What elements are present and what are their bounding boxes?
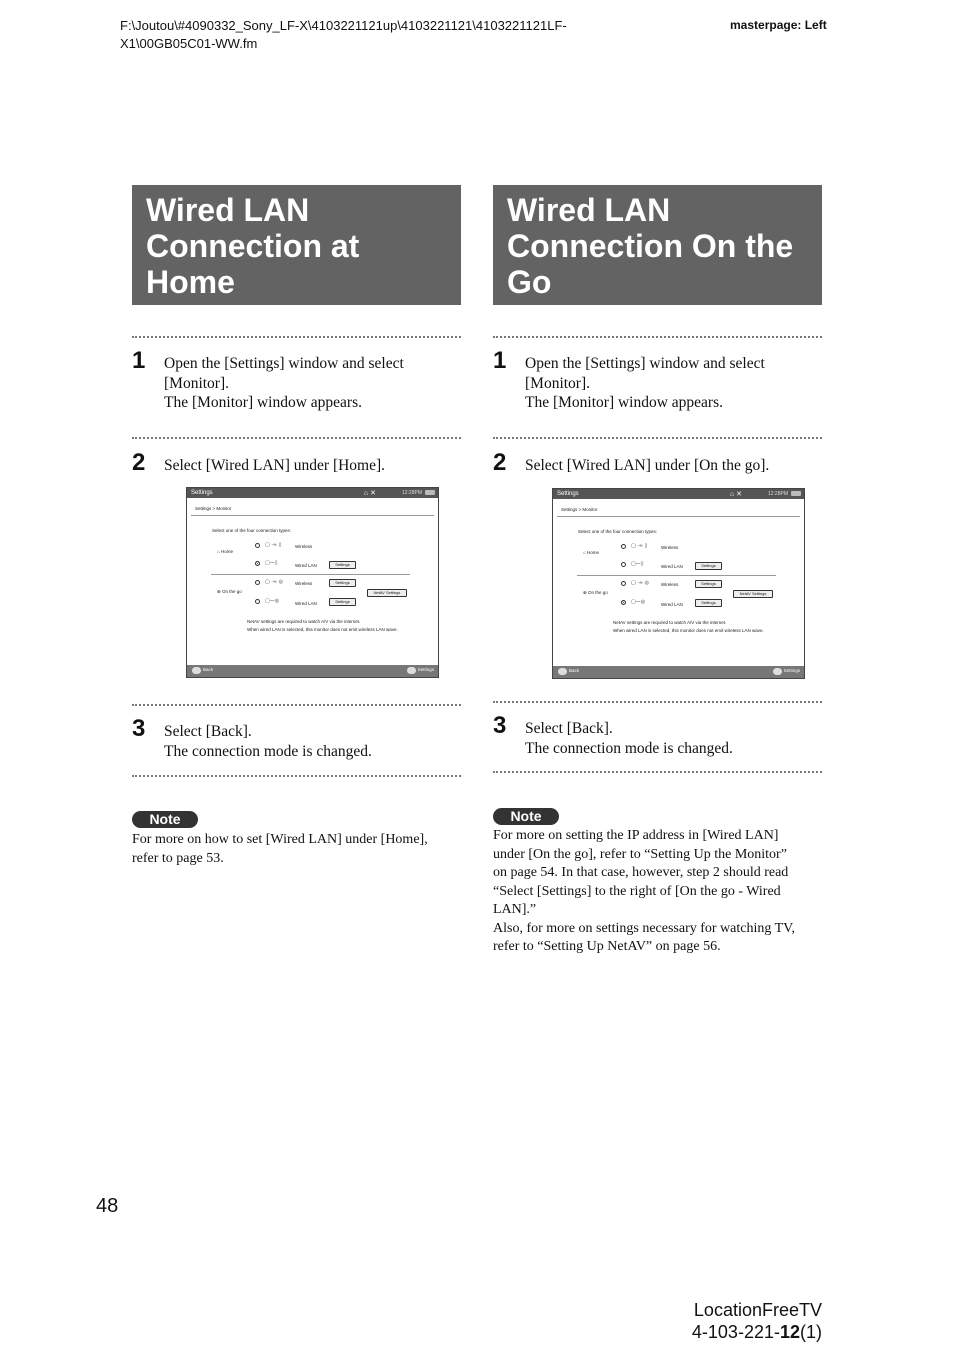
- wireless-devices-icon: ▢ ·≈ ◎: [631, 580, 650, 586]
- divider: [493, 336, 822, 338]
- divider: [132, 336, 461, 338]
- step-line: Open the [Settings] window and select: [525, 355, 765, 372]
- wireless-label: Wireless: [661, 545, 679, 550]
- step-number: 3: [132, 715, 146, 742]
- wireless-label: Wireless: [295, 581, 313, 586]
- step-number: 2: [132, 449, 146, 476]
- product-name: LocationFreeTV: [693, 1300, 822, 1320]
- settings-footer-button[interactable]: Settings: [783, 668, 800, 673]
- wireless-devices-icon: ▢ ·≈ ▯: [631, 543, 648, 549]
- wired-devices-icon: ▢—▯: [265, 560, 278, 566]
- page-number: 48: [96, 1195, 119, 1217]
- file-path: [120, 17, 640, 53]
- step-text: Select [Wired LAN] under [Home].: [164, 457, 386, 474]
- home-icon: ⌂: [363, 490, 368, 497]
- step-number: 3: [493, 712, 507, 739]
- wired-label: Wired LAN: [661, 564, 683, 569]
- step-line: The connection mode is changed.: [525, 739, 733, 757]
- note-line: For more on how to set [Wired LAN] under [Home],: [132, 832, 428, 847]
- settings-key-icon: [773, 668, 782, 675]
- screenshot-divider: [191, 515, 434, 516]
- screenshot-title: Settings: [191, 490, 213, 496]
- right-section-title: [493, 185, 822, 305]
- masterpage-label: masterpage: Left: [730, 18, 827, 32]
- step-text: [164, 722, 464, 761]
- note-line: on page 54. In that case, however, step 2 should read: [493, 865, 789, 880]
- step-number: 1: [132, 347, 146, 374]
- note-line: under [On the go], refer to “Setting Up the Monitor”: [493, 846, 787, 862]
- step-line: Open the [Settings] window and select: [164, 355, 404, 372]
- wired-devices-icon: ▢—◎: [265, 598, 280, 604]
- screenshot-time: 12:28PM: [401, 490, 422, 496]
- step-line: The [Monitor] window appears.: [164, 394, 363, 411]
- screenshot-title: Settings: [557, 491, 579, 497]
- home-label: ⌂ Home: [217, 549, 233, 554]
- divider: [493, 437, 822, 439]
- right-title-line: Connection On the: [507, 228, 794, 264]
- divider: [493, 771, 822, 773]
- onthego-label: ⊕ On the go: [217, 589, 242, 594]
- wireless-devices-icon: ▢ ·≈ ▯: [265, 542, 282, 548]
- radio-home-wireless[interactable]: [621, 544, 626, 549]
- home-wired-settings-button[interactable]: Settings: [695, 562, 722, 570]
- wired-devices-icon: ▢—◎: [631, 599, 646, 605]
- product-code: [692, 1299, 822, 1343]
- right-title-line: Wired LAN: [507, 192, 671, 228]
- divider: [132, 775, 461, 777]
- onthego-wireless-settings-button[interactable]: Settings: [695, 580, 722, 588]
- screenshot-divider: [577, 575, 776, 576]
- radio-onthego-wired[interactable]: [621, 600, 626, 605]
- step-number: 1: [493, 347, 507, 374]
- note-text: [132, 831, 461, 868]
- wireless-label: Wireless: [661, 582, 679, 587]
- battery-icon: [425, 490, 435, 495]
- back-button[interactable]: Back: [569, 668, 580, 673]
- onthego-wired-settings-button[interactable]: Settings: [329, 598, 356, 606]
- netav-settings-button[interactable]: NetAV Settings: [367, 589, 407, 597]
- onthego-label: ⊕ On the go: [583, 590, 608, 595]
- onthego-wireless-settings-button[interactable]: Settings: [329, 579, 356, 587]
- battery-icon: [791, 491, 801, 496]
- screenshot-divider: [211, 574, 410, 575]
- note-line: LAN].”: [493, 902, 537, 917]
- radio-home-wireless[interactable]: [255, 543, 260, 548]
- screenshot-prompt: Select one of the four connection types:: [212, 528, 292, 533]
- right-title-line: Go: [507, 264, 552, 300]
- screenshot-title-bar: [553, 489, 804, 499]
- netav-settings-button[interactable]: NetAV Settings: [733, 590, 773, 598]
- screenshot-breadcrumb: Settings > Monitor: [561, 507, 598, 512]
- settings-key-icon: [407, 667, 416, 674]
- monitor-settings-screenshot: [186, 487, 439, 678]
- wired-label: Wired LAN: [295, 563, 317, 568]
- screenshot-note-2: When wired LAN is selected, this monitor does not emit wireless LAN wave.: [247, 627, 398, 632]
- step-line: The connection mode is changed.: [164, 742, 372, 760]
- screenshot-prompt: Select one of the four connection types:: [578, 529, 658, 534]
- step-text: Select [Wired LAN] under [On the go].: [525, 457, 770, 474]
- divider: [493, 701, 822, 703]
- mute-icon: ✕: [736, 491, 742, 498]
- step-text: [525, 354, 825, 413]
- screenshot-time: 12:28PM: [767, 491, 788, 497]
- screenshot-footer: [187, 665, 438, 677]
- wired-label: Wired LAN: [295, 601, 317, 606]
- back-key-icon: [192, 667, 201, 674]
- step-line: Select [Back].: [525, 720, 613, 737]
- radio-onthego-wireless[interactable]: [255, 580, 260, 585]
- wireless-devices-icon: ▢ ·≈ ◎: [265, 579, 284, 585]
- left-title-line: Home: [146, 264, 235, 300]
- screenshot-title-bar: [187, 488, 438, 498]
- monitor-settings-screenshot: [552, 488, 805, 679]
- step-line: Select [Back].: [164, 723, 252, 740]
- left-title-line: Connection at: [146, 228, 360, 264]
- radio-home-wired[interactable]: [621, 562, 626, 567]
- mute-icon: ✕: [370, 490, 376, 497]
- step-text: [525, 719, 825, 758]
- screenshot-note-1: NetAV settings are required to watch A/V via the internet.: [613, 620, 727, 625]
- radio-home-wired[interactable]: [255, 561, 260, 566]
- step-line: The [Monitor] window appears.: [525, 394, 724, 411]
- step-line: [Monitor].: [525, 374, 591, 392]
- step-text: [164, 354, 464, 413]
- left-title-line: Wired LAN: [146, 192, 310, 228]
- note-badge: Note: [493, 808, 559, 825]
- step-line: [Monitor].: [164, 374, 230, 392]
- file-path-line-1: F:\Joutou\#4090332_Sony_LF-X\4103221121up\4103221121\4103221121LF-: [120, 18, 567, 33]
- step-number: 2: [493, 449, 507, 476]
- note-line: “Select [Settings] to the right of [On the go - Wired: [493, 883, 781, 899]
- radio-onthego-wireless[interactable]: [621, 581, 626, 586]
- screenshot-divider: [557, 516, 800, 517]
- screenshot-footer: [553, 666, 804, 678]
- divider: [132, 437, 461, 439]
- wired-devices-icon: ▢—▯: [631, 561, 644, 567]
- note-text: [493, 827, 822, 957]
- divider: [132, 704, 461, 706]
- screenshot-note-2: When wired LAN is selected, this monitor does not emit wireless LAN wave.: [613, 628, 764, 633]
- radio-onthego-wired[interactable]: [255, 599, 260, 604]
- home-wired-settings-button[interactable]: Settings: [329, 561, 356, 569]
- wireless-label: Wireless: [295, 544, 313, 549]
- left-section-title: [132, 185, 461, 305]
- screenshot-breadcrumb: Settings > Monitor: [195, 506, 232, 511]
- wired-label: Wired LAN: [661, 602, 683, 607]
- file-path-line-2: X1\00GB05C01-WW.fm: [120, 36, 258, 51]
- note-line: For more on setting the IP address in [Wired LAN]: [493, 828, 779, 843]
- screenshot-note-1: NetAV settings are required to watch A/V via the internet.: [247, 619, 361, 624]
- note-line: refer to page 53.: [132, 850, 224, 866]
- home-label: ⌂ Home: [583, 550, 599, 555]
- note-badge: Note: [132, 811, 198, 828]
- onthego-wired-settings-button[interactable]: Settings: [695, 599, 722, 607]
- note-line: refer to “Setting Up NetAV” on page 56.: [493, 939, 721, 954]
- settings-footer-button[interactable]: Settings: [417, 667, 434, 672]
- model-code: 4-103-221-12(1): [691, 1322, 822, 1342]
- back-key-icon: [558, 668, 567, 675]
- home-icon: ⌂: [729, 491, 734, 498]
- back-button[interactable]: Back: [203, 667, 214, 672]
- note-line: Also, for more on settings necessary for watching TV,: [493, 920, 795, 936]
